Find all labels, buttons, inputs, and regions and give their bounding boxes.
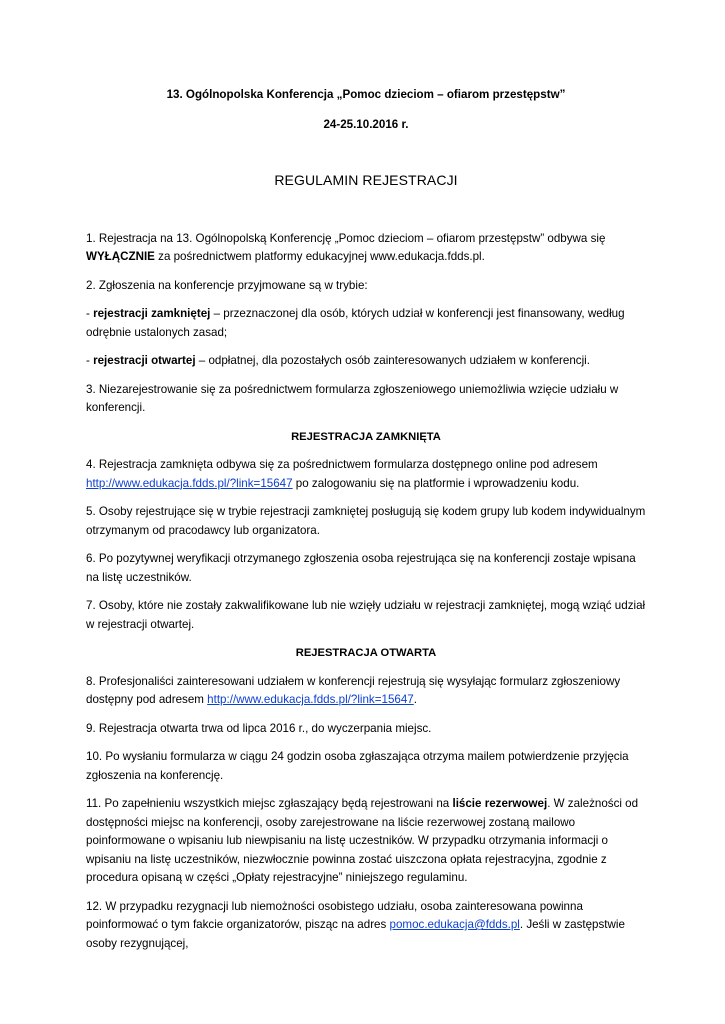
- closed-mode-description: – przeznaczonej dla osób, których udział w konferencji jest finansowany, według odrębnie ustalonych zasad;: [86, 307, 625, 339]
- paragraph-7: 7. Osoby, które nie zostały zakwalifikowane lub nie wzięły udziału w rejestracji zamkniętej, mogą wziąć udział w rejestracji otwartej.: [86, 599, 646, 631]
- conference-dates: 24-25.10.2016 r.: [323, 117, 409, 131]
- open-mode-description: – odpłatnej, dla pozostałych osób zainteresowanych udziałem w konferencji.: [195, 354, 590, 367]
- open-registration-form-link[interactable]: http://www.edukacja.fdds.pl/?link=15647: [207, 693, 414, 706]
- contact-email-link[interactable]: pomoc.edukacja@fdds.pl: [389, 918, 520, 931]
- paragraph-4-text-a: 4. Rejestracja zamknięta odbywa się za pośrednictwem formularza dostępnego online pod adresem: [86, 458, 598, 471]
- section-title-closed-registration: REJESTRACJA ZAMKNIĘTA: [291, 430, 441, 443]
- open-mode-term: rejestracji otwartej: [93, 354, 196, 367]
- page-title: REGULAMIN REJESTRACJI: [274, 172, 458, 188]
- paragraph-11-text-b: . W zależności od dostępności miejsc na konferencji, osoby zarejestrowane na liście rezerwowej zostaną mailowo poinformowane o wpisaniu lub niewpisaniu na listę uczestników. W przypadku otrzymania informacji o wpisaniu na listę uczestników, niezwłocznie powinna zostać uiszczona opłata rejestracyjna, zgodnie z procedura opisaną w części „Opłaty rejestracyjne” niniejszego regulaminu.: [86, 797, 639, 884]
- paragraph-1: [86, 230, 646, 267]
- bullet-dash: -: [86, 307, 94, 320]
- closed-mode-term: rejestracji zamkniętej: [93, 307, 211, 320]
- reserve-list-term: liście rezerwowej: [452, 797, 548, 810]
- paragraph-4: [86, 456, 646, 493]
- registration-form-link[interactable]: http://www.edukacja.fdds.pl/?link=15647: [86, 476, 293, 490]
- paragraph-12-text-a: 12. W przypadku rezygnacji lub niemożności osobistego udziału, osoba zainteresowana powinna poinformować o tym fakcie organizatorów, pisząc na adres: [86, 899, 583, 931]
- bullet-dash: -: [86, 354, 94, 367]
- paragraph-9: 9. Rejestracja otwarta trwa od lipca 2016 r., do wyczerpania miejsc.: [86, 721, 432, 735]
- paragraph-1-text-b: za pośrednictwem platformy edukacyjnej www.edukacja.fdds.pl.: [154, 250, 485, 263]
- paragraph-2-open-mode: [86, 352, 646, 371]
- paragraph-11: [86, 795, 646, 888]
- paragraph-11-text-a: 11. Po zapełnieniu wszystkich miejsc zgłaszający będą rejestrowani na: [86, 797, 453, 810]
- paragraph-1-bold: WYŁĄCZNIE: [86, 250, 155, 263]
- section-title-open-registration: REJESTRACJA OTWARTA: [295, 647, 437, 659]
- paragraph-8-text-a: 8. Profesjonaliści zainteresowani udziałem w konferencji rejestrują się wysyłając formularz zgłoszeniowy dostępny pod adresem: [86, 674, 621, 706]
- paragraph-2-closed-mode: [86, 305, 646, 342]
- paragraph-3: 3. Niezarejestrowanie się za pośrednictwem formularza zgłoszeniowego uniemożliwia wzięcie udziału w konferencji.: [86, 382, 619, 414]
- paragraph-12: [86, 898, 646, 954]
- paragraph-5: 5. Osoby rejestrujące się w trybie rejestracji zamkniętej posługują się kodem grupy lub kodem indywidualnym otrzymanym od pracodawcy lub organizatora.: [86, 505, 646, 537]
- paragraph-10: 10. Po wysłaniu formularza w ciągu 24 godzin osoba zgłaszająca otrzyma mailem potwierdzenie przyjęcia zgłoszenia na konferencję.: [86, 750, 629, 782]
- conference-title: 13. Ogólnopolska Konferencja „Pomoc dzieciom – ofiarom przestępstw”: [166, 88, 566, 101]
- paragraph-8: [86, 673, 646, 710]
- paragraph-2: 2. Zgłoszenia na konferencje przyjmowane są w trybie:: [86, 278, 368, 292]
- paragraph-12-text-b: . Jeśli w zastępstwie osoby rezygnującej,: [86, 918, 625, 950]
- paragraph-8-text-b: .: [413, 693, 417, 706]
- document-body: [86, 230, 646, 954]
- paragraph-4-text-b: po zalogowaniu się na platformie i wprowadzeniu kodu.: [292, 476, 580, 490]
- paragraph-1-text-a: 1. Rejestracja na 13. Ogólnopolską Konferencję „Pomoc dzieciom – ofiarom przestępstw” odbywa się: [86, 231, 606, 245]
- paragraph-6: 6. Po pozytywnej weryfikacji otrzymanego zgłoszenia osoba rejestrująca się na konferencji zostaje wpisana na listę uczestników.: [86, 552, 636, 584]
- document-page: [86, 86, 646, 963]
